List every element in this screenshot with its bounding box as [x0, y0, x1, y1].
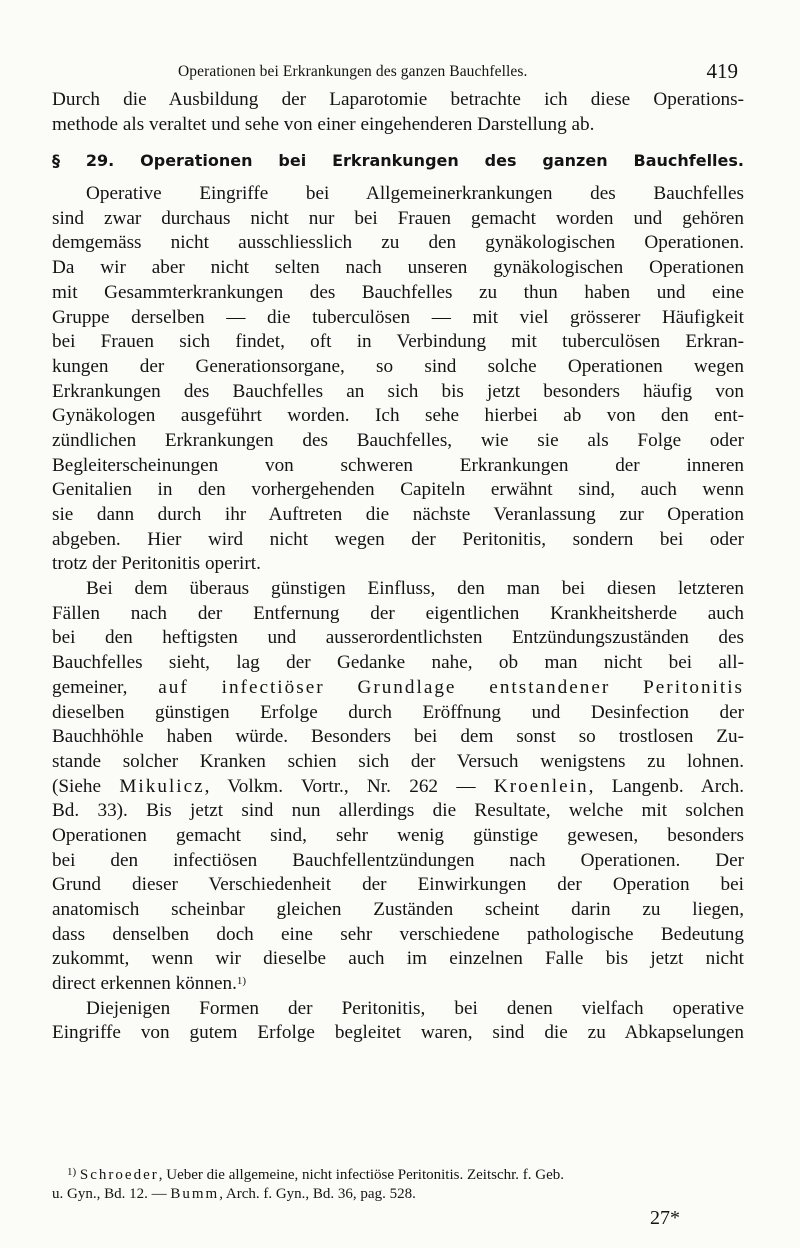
text-line: Genitalien in den vorhergehenden Capiteln erwähnt sind, auch wenn — [52, 479, 744, 501]
author-name: Kroenlein — [493, 775, 589, 797]
emphasized-phrase: auf infectiöser Grundlage entstandener Peritonitis — [158, 676, 744, 698]
text-line: bei den infectiösen Bauchfellentzündungen nach Operationen. Der — [52, 849, 744, 871]
text-line: Bauchhöhle haben würde. Besonders bei dem sonst so trostlosen Zu- — [52, 726, 744, 748]
text-line: Da wir aber nicht selten nach unseren gynäkologischen Operationen — [52, 257, 744, 279]
text-line: Fällen nach der Entfernung der eigentlichen Krankheitsherde auch — [52, 602, 744, 624]
text-line: Bauchfelles sieht, lag der Gedanke nahe, ob man nicht bei all- — [52, 652, 744, 674]
text-line: Bei dem überaus günstigen Einfluss, den man bei diesen letzteren — [86, 578, 744, 600]
text-line: stande solcher Kranken schien sich der Versuch wenigstens zu lohnen. — [52, 750, 744, 772]
text-run: , Volkm. Vortr., Nr. 262 — — [204, 775, 476, 797]
text-line: zukommt, wenn wir dieselbe auch im einzelnen Falle bis jetzt nicht — [52, 948, 744, 970]
text-line: Operative Eingriffe bei Allgemeinerkrankungen des Bauchfelles — [86, 183, 744, 205]
text-run: (Siehe — [52, 775, 102, 797]
text-line: Durch die Ausbildung der Laparotomie betrachte ich diese Operations- — [52, 89, 744, 110]
text-line: demgemäss nicht ausschliesslich zu den gynäkologischen Operationen. — [52, 232, 744, 254]
text-line: zündlichen Erkrankungen des Bauchfelles, wie sie als Folge oder — [52, 429, 744, 451]
text-line: dass denselben doch eine sehr verschiedene pathologische Bedeutung — [52, 923, 744, 945]
signature-mark: 27* — [650, 1207, 680, 1229]
footnote-line — [52, 1166, 744, 1185]
text-line: Diejenigen Formen der Peritonitis, bei denen vielfach operative — [86, 997, 744, 1019]
text-line: Eingriffe von gutem Erfolge begleitet waren, sind die zu Abkapselungen — [52, 1022, 744, 1044]
text-line: bei Frauen sich findet, oft in Verbindung mit tuberculösen Erkran- — [52, 331, 744, 353]
text-line: Gruppe derselben — die tuberculösen — mit viel grösserer Häufigkeit — [52, 306, 744, 328]
text-line: bei den heftigsten und ausserordentlichsten Entzündungszuständen des — [52, 627, 744, 649]
text-run: gemeiner, — [52, 676, 128, 698]
text-line: sie dann durch ihr Auftreten die nächste Veranlassung zur Operation — [52, 504, 744, 525]
footnote-text: , Arch. f. Gyn., Bd. 36, pag. 528. — [219, 1185, 416, 1202]
footnotes — [52, 1166, 744, 1203]
page-number: 419 — [706, 59, 738, 83]
text-run: direct erkennen können. — [52, 973, 237, 995]
text-run: , Langenb. Arch. — [588, 775, 745, 797]
footnote-reference: 1) — [236, 975, 247, 988]
text-line: Bd. 33). Bis jetzt sind nun allerdings die Resultate, welche mit solchen — [52, 800, 744, 822]
text-line: sind zwar durchaus nicht nur bei Frauen gemacht worden und gehören — [52, 207, 744, 229]
text-line: abgeben. Hier wird nicht wegen der Peritonitis, sondern bei oder — [52, 528, 744, 550]
footnote-line — [52, 1185, 744, 1204]
page-header — [178, 59, 738, 85]
text-line: anatomisch scheinbar gleichen Zuständen scheint darin zu liegen, — [52, 899, 744, 920]
running-head: Operationen bei Erkrankungen des ganzen Bauchfelles. — [178, 63, 528, 80]
text-line: methode als veraltet und sehe von einer eingehenderen Darstellung ab. — [52, 113, 595, 135]
author-name: Mikulicz — [119, 775, 205, 797]
text-line: Begleiterscheinungen von schweren Erkrankungen der inneren — [52, 454, 744, 476]
footnote-author: Schroeder — [79, 1167, 159, 1183]
text-line: trotz der Peritonitis operirt. — [52, 553, 261, 575]
footnote-text: , Ueber die allgemeine, nicht infectiöse Peritonitis. Zeitschr. f. Geb. — [158, 1167, 565, 1183]
text-line: Grund dieser Verschiedenheit der Einwirkungen der Operation bei — [52, 874, 744, 896]
footnote-text: u. Gyn., Bd. 12. — — [52, 1185, 167, 1202]
page-body — [52, 88, 744, 1046]
text-line — [52, 775, 744, 800]
text-line: Gynäkologen ausgeführt worden. Ich sehe hierbei ab von den ent- — [52, 405, 744, 427]
section-heading: § 29. Operationen bei Erkrankungen des ganzen Bauchfelles. — [52, 151, 744, 171]
text-line: dieselben günstigen Erfolge durch Eröffnung und Desinfection der — [52, 701, 744, 723]
text-line: Operationen gemacht sind, sehr wenig günstige gewesen, besonders — [52, 824, 744, 846]
footnote-marker: 1) — [67, 1166, 77, 1178]
text-line: kungen der Generationsorgane, so sind solche Operationen wegen — [52, 355, 744, 377]
text-line — [52, 972, 744, 997]
footnote-author: Bumm — [170, 1185, 220, 1202]
text-line: Erkrankungen des Bauchfelles an sich bis jetzt besonders häufig von — [52, 380, 744, 402]
text-line: mit Gesammterkrankungen des Bauchfelles zu thun haben und eine — [52, 281, 744, 303]
text-line — [52, 676, 744, 701]
